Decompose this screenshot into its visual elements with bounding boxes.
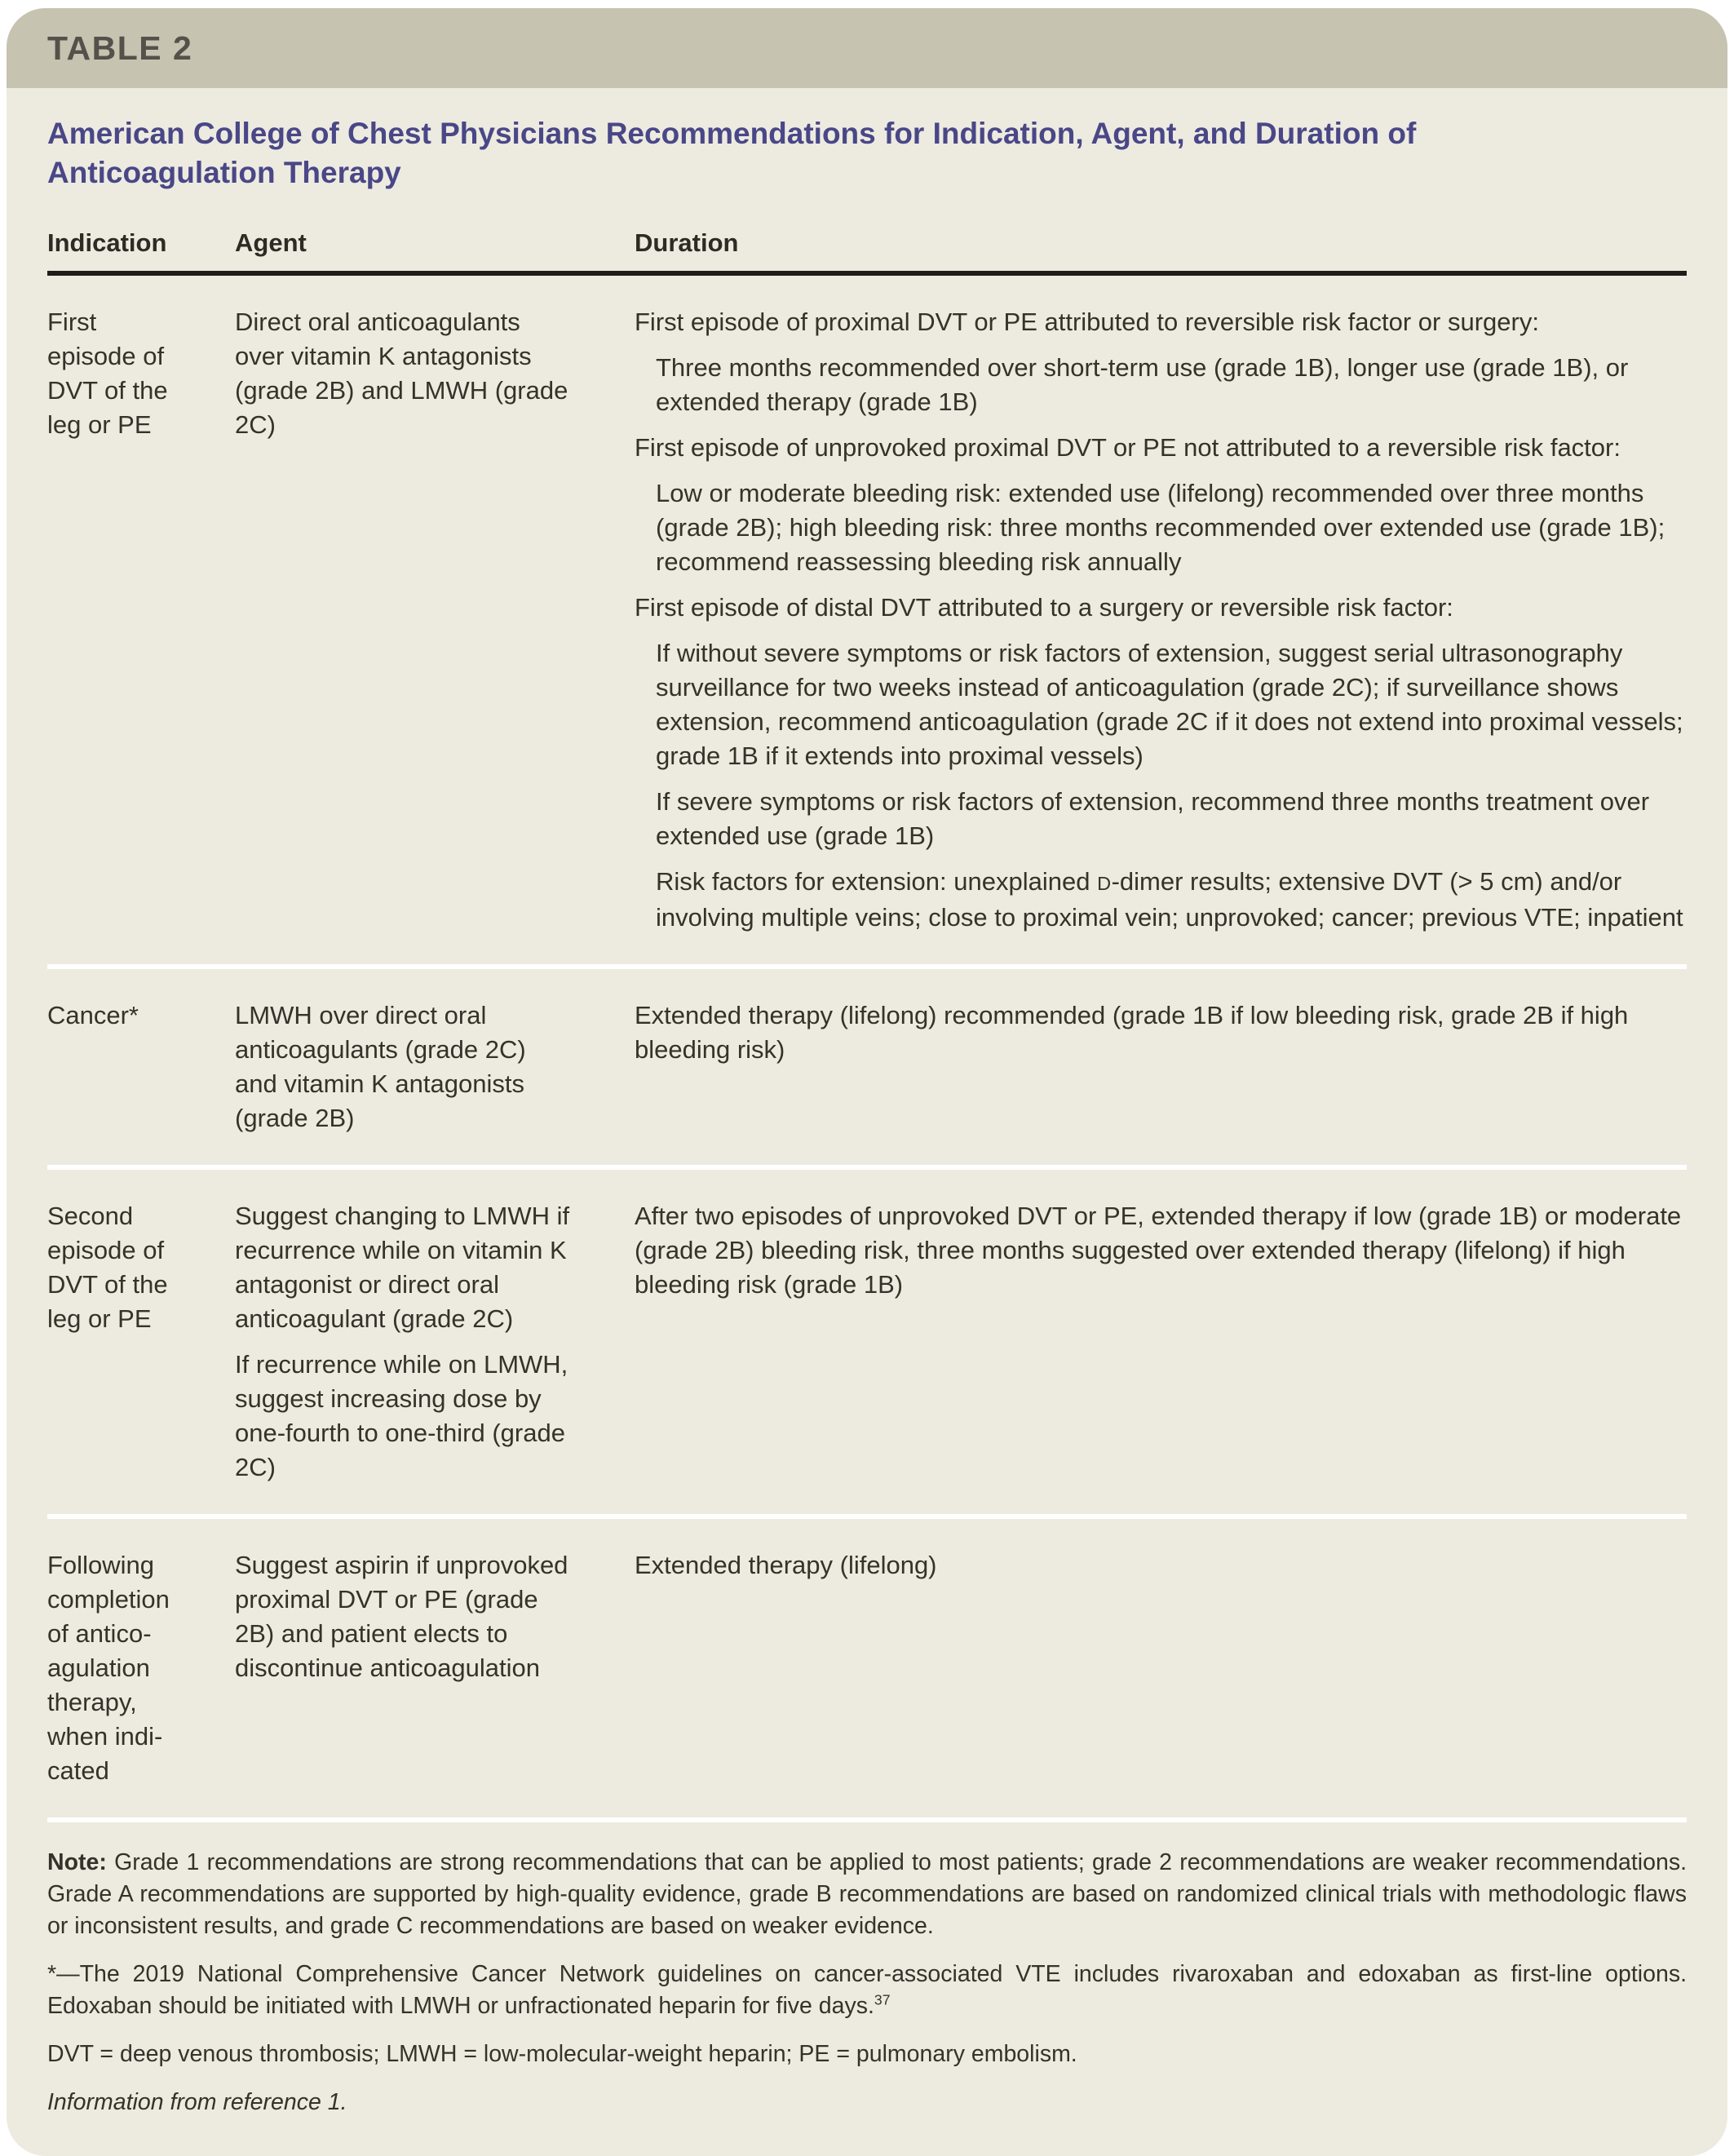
table-label: TABLE 2: [47, 29, 193, 67]
table-row-second-episode: [47, 1170, 1687, 1514]
duration-cell: [635, 305, 1687, 935]
note-label: Note:: [47, 1849, 107, 1875]
agent-paragraph: If recurrence while on LMWH, suggest increasing dose by one-fourth to one-third (grade 2C): [235, 1350, 568, 1481]
col-header-duration: Duration: [635, 228, 739, 257]
footnotes: [47, 1822, 1687, 2118]
col-header-indication: Indication: [47, 228, 167, 257]
duration-paragraph: First episode of proximal DVT or PE attributed to reversible risk factor or surgery:: [635, 308, 1539, 336]
duration-subparagraph-risk-factors: [635, 865, 1683, 935]
duration-cell: [635, 1199, 1687, 1485]
duration-subparagraph: If without severe symptoms or risk factors of extension, suggest serial ultrasonography surveillance for two weeks instead of anticoagulation (grade 2C); if surveillance shows extension, recommend anticoagulation (grade 2C if it does not extend into proximal vessels; grade 1B if it extends into proximal vessels): [656, 639, 1683, 770]
col-header-agent: Agent: [235, 228, 307, 257]
agent-paragraph: LMWH over direct oral anticoagulants (grade 2C) and vitamin K antagonists (grade 2B): [235, 1001, 526, 1132]
duration-paragraph: First episode of distal DVT attributed to a surgery or reversible risk factor:: [635, 593, 1453, 622]
agent-cell: [235, 305, 635, 935]
table-card: [7, 8, 1727, 2156]
duration-subparagraph: If severe symptoms or risk factors of extension, recommend three months treatment over extended use (grade 1B): [656, 787, 1650, 850]
table-row-cancer: [47, 969, 1687, 1165]
agent-cell: [235, 1548, 635, 1788]
agent-paragraph: Direct oral anticoagulants over vitamin K antagonists (grade 2B) and LMWH (grade 2C): [235, 308, 568, 439]
asterisk-footnote: [47, 1959, 1687, 2022]
indication-text: Second episode of DVT of the leg or PE: [47, 1202, 168, 1333]
duration-cell: [635, 998, 1687, 1136]
indication-text: Cancer*: [47, 1001, 139, 1029]
asterisk-footnote-text: *—The 2019 National Comprehensive Cancer Network guidelines on cancer-associated VTE includes rivaroxaban and edoxaban as first-line options. Edoxaban should be initiated with LMWH or unfractionated heparin for five days.: [47, 1961, 1687, 2019]
duration-paragraph: Extended therapy (lifelong): [635, 1551, 937, 1579]
agent-paragraph: Suggest aspirin if unprovoked proximal DVT or PE (grade 2B) and patient elects to discontinue anticoagulation: [235, 1551, 568, 1682]
indication-cell: [47, 305, 235, 935]
agent-paragraph: Suggest changing to LMWH if recurrence while on vitamin K antagonist or direct oral anticoagulant (grade 2C): [235, 1202, 570, 1333]
agent-cell: [235, 1199, 635, 1485]
indication-cell: [47, 998, 235, 1136]
column-headers: [47, 228, 1687, 258]
table-row-following-completion: [47, 1519, 1687, 1817]
indication-cell: [47, 1199, 235, 1485]
indication-text: Following completion of anticoagulation therapy, when indicated: [47, 1551, 170, 1785]
duration-paragraph: After two episodes of unprovoked DVT or PE, extended therapy if low (grade 1B) or moderate (grade 2B) bleeding risk, three months suggested over extended therapy (lifelong) if high bleeding risk (grade 1B): [635, 1202, 1682, 1299]
note-text: Grade 1 recommendations are strong recommendations that can be applied to most patients; grade 2 recommendations are weaker recommendations. Grade A recommendations are supported by high-quality evidence, grade B recommendations are based on randomized clinical trials with methodologic flaws or inconsistent results, and grade C recommendations are based on weaker evidence.: [47, 1849, 1687, 1939]
agent-cell: [235, 998, 635, 1136]
duration-subparagraph: Three months recommended over short-term use (grade 1B), longer use (grade 1B), or extended therapy (grade 1B): [656, 353, 1629, 416]
duration-paragraph: Extended therapy (lifelong) recommended (grade 1B if low bleeding risk, grade 2B if high bleeding risk): [635, 1001, 1629, 1064]
indication-cell: [47, 1548, 235, 1788]
smallcap-d: D: [1097, 873, 1112, 894]
abbreviations-footnote: DVT = deep venous thrombosis; LMWH = low-molecular-weight heparin; PE = pulmonary embolism.: [47, 2041, 1077, 2067]
reference-superscript: 37: [874, 1991, 891, 2008]
table-row-first-episode: [47, 276, 1687, 964]
risk-factors-text-continued: -dimer results; extensive DVT (> 5 cm) and/or involving multiple veins; close to proximal vein; unprovoked; cancer; previous VTE; inpatient: [656, 867, 1683, 932]
risk-factors-text: Risk factors for extension: unexplained: [656, 867, 1098, 896]
table-body: [7, 114, 1727, 2156]
table-label-bar: [7, 8, 1727, 88]
duration-cell: [635, 1548, 1687, 1788]
duration-subparagraph: Low or moderate bleeding risk: extended use (lifelong) recommended over three months (grade 2B); high bleeding risk: three months recommended over extended use (grade 1B); recommend reassessing bleeding risk annually: [656, 479, 1665, 576]
indication-text: First episode of DVT of the leg or PE: [47, 308, 168, 439]
duration-paragraph: First episode of unprovoked proximal DVT or PE not attributed to a reversible risk factor:: [635, 433, 1621, 462]
table-title: American College of Chest Physicians Recommendations for Indication, Agent, and Duration of Anticoagulation Therapy: [47, 117, 1417, 189]
source-attribution: Information from reference 1.: [47, 2089, 347, 2115]
note-paragraph: [47, 1847, 1687, 1942]
